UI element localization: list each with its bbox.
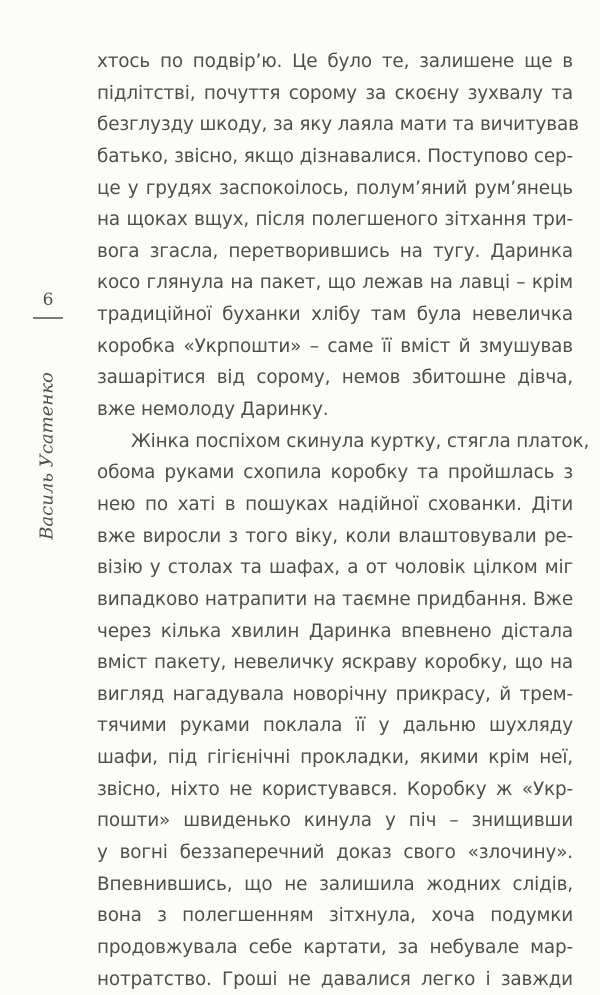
text-line: тячими руками поклала її у дальню шухляду xyxy=(97,715,573,737)
text-line: вога згасла, перетворившись на тугу. Даринка xyxy=(97,240,573,262)
text-line: підлітстві, почуття сорому за скоєну зухвалу та xyxy=(97,82,573,104)
text-line: обома руками схопила коробку та пройшлась з xyxy=(97,462,573,484)
text-line: візію у столах та шафах, а от чоловік цілком міг xyxy=(97,557,573,579)
text-line: безглузду шкоду, за яку лаяла мати та вичитував xyxy=(97,114,579,136)
text-line: шафи, під гігієнічні прокладки, якими крім неї, xyxy=(97,747,573,769)
running-head-author: Василь Усатенко xyxy=(36,372,58,540)
text-line: традиційної буханки хлібу там була невеличка xyxy=(97,304,573,326)
body-text xyxy=(97,46,590,995)
text-line: Впевнившись, що не залишила жодних слідів, xyxy=(97,873,573,895)
text-line: вже немолоду Даринку. xyxy=(97,399,329,421)
text-line: косо глянула на пакет, що лежав на лавці – крім xyxy=(97,272,573,294)
text-line: через кілька хвилин Даринка впевнено дістала xyxy=(97,620,573,642)
page-number-divider xyxy=(33,317,63,319)
text-line: нотратство. Гроші не давалися легко і завжди xyxy=(97,968,573,990)
text-line: батько, звісно, якщо дізнавалися. Поступово сер- xyxy=(97,145,573,167)
text-line: вона з полегшенням зітхнула, хоча подумки xyxy=(97,905,573,927)
text-line: коробка «Укрпошти» – саме її вміст й змушував xyxy=(97,335,573,357)
text-line: звісно, ніхто не користувався. Коробку ж «Укр- xyxy=(97,778,573,800)
text-line: хтось по подвір’ю. Це було те, залишене ще в xyxy=(97,51,573,72)
text-line: це у грудях заспокоілось, полум’яний рум’янець xyxy=(97,177,573,199)
text-line: нею по хаті в пошуках надійної схованки. Діти xyxy=(97,493,573,515)
text-line: продовжувала себе картати, за небувале мар- xyxy=(97,936,573,958)
text-line: випадково натрапити на таємне придбання. Вже xyxy=(97,588,573,610)
text-line: зашарітися від сорому, немов збитошне дівча, xyxy=(97,367,573,389)
text-line: вже виросли з того віку, коли влаштовували ре- xyxy=(97,525,573,547)
text-line: пошти» швиденько кинула у піч – знищивши xyxy=(97,810,573,832)
text-line: Жінка поспіхом скинула куртку, стягла платок, xyxy=(131,430,590,452)
text-line: у вогні беззаперечний доказ свого «злочину». xyxy=(97,842,573,864)
text-line: на щоках вщух, після полегшеного зітхання три- xyxy=(97,209,573,231)
text-line: вміст пакету, невеличку яскраву коробку, що на xyxy=(97,652,573,674)
page-number: 6 xyxy=(42,290,54,310)
text-line: вигляд нагадувала новорічну прикрасу, й трем- xyxy=(97,683,573,705)
